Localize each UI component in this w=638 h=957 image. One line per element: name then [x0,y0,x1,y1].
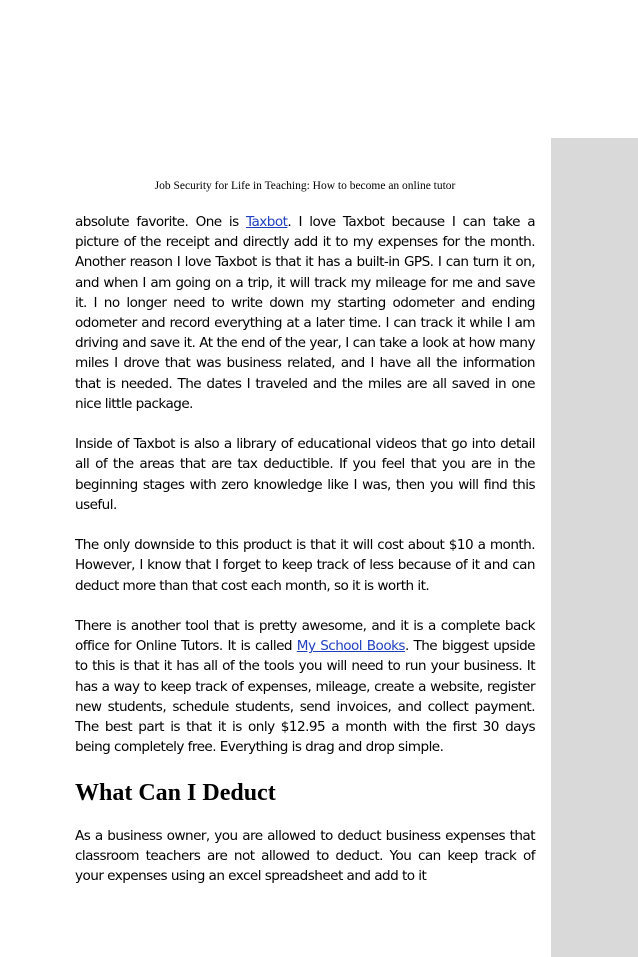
section-heading: What Can I Deduct [75,779,276,806]
paragraph-text: . The biggest upside to this is that it has all of the tools you will need to run your business. It has a way to keep track of expenses, mileage, create a website, register new students, schedule students, send invoices, and collect payment. The best part is that it is only $12.95 a month with the first 30 days being completely free. Everything is drag and drop simple. [75,638,536,756]
paragraph-downside: The only downside to this product is that it will cost about $10 a month. However, I know that I forget to keep track of less because of it and can deduct more than that cost each month, so it is worth it. [75,537,535,594]
comment-pane [551,138,638,957]
paragraph-deductions: As a business owner, you are allowed to deduct business expenses that classroom teachers are not allowed to deduct. You can keep track of your expenses using an excel spreadsheet and add to it [75,827,535,885]
paragraph-text: absolute favorite. One is [75,214,246,230]
running-header: Job Security for Life in Teaching: How to become an online tutor [154,180,456,192]
paragraph-videos: Inside of Taxbot is also a library of educational videos that go into detail all of the areas that are tax deductible. If you feel that you are in the beginning stages with zero knowledge like I was, then you will find this useful. [75,436,535,513]
my-school-books-link[interactable]: My School Books [296,638,405,655]
paragraph-text: . I love Taxbot because I can take a picture of the receipt and directly add it to my expenses for the month. Another reason I love Taxbot is that it has a built-in GPS. I can turn it on, and when I am going on a trip, it will track my mileage for me and save it. I no longer need to write down my starting odometer and ending odometer and record everything at a later time. I can track it while I am driving and save it. At the end of the year, I can take a look at how many miles I drove that was business related, and I have all the information that is needed. The dates I traveled and the miles are all saved in one nice little package. [75,214,535,412]
taxbot-link[interactable]: Taxbot [245,214,288,230]
paragraph-back-office [75,616,535,757]
paragraph-text: There is another tool that is pretty awesome, and it is a complete back office for Online Tutors. It is called [75,618,535,655]
paragraph-taxbot [75,212,535,414]
document-body [75,212,535,906]
